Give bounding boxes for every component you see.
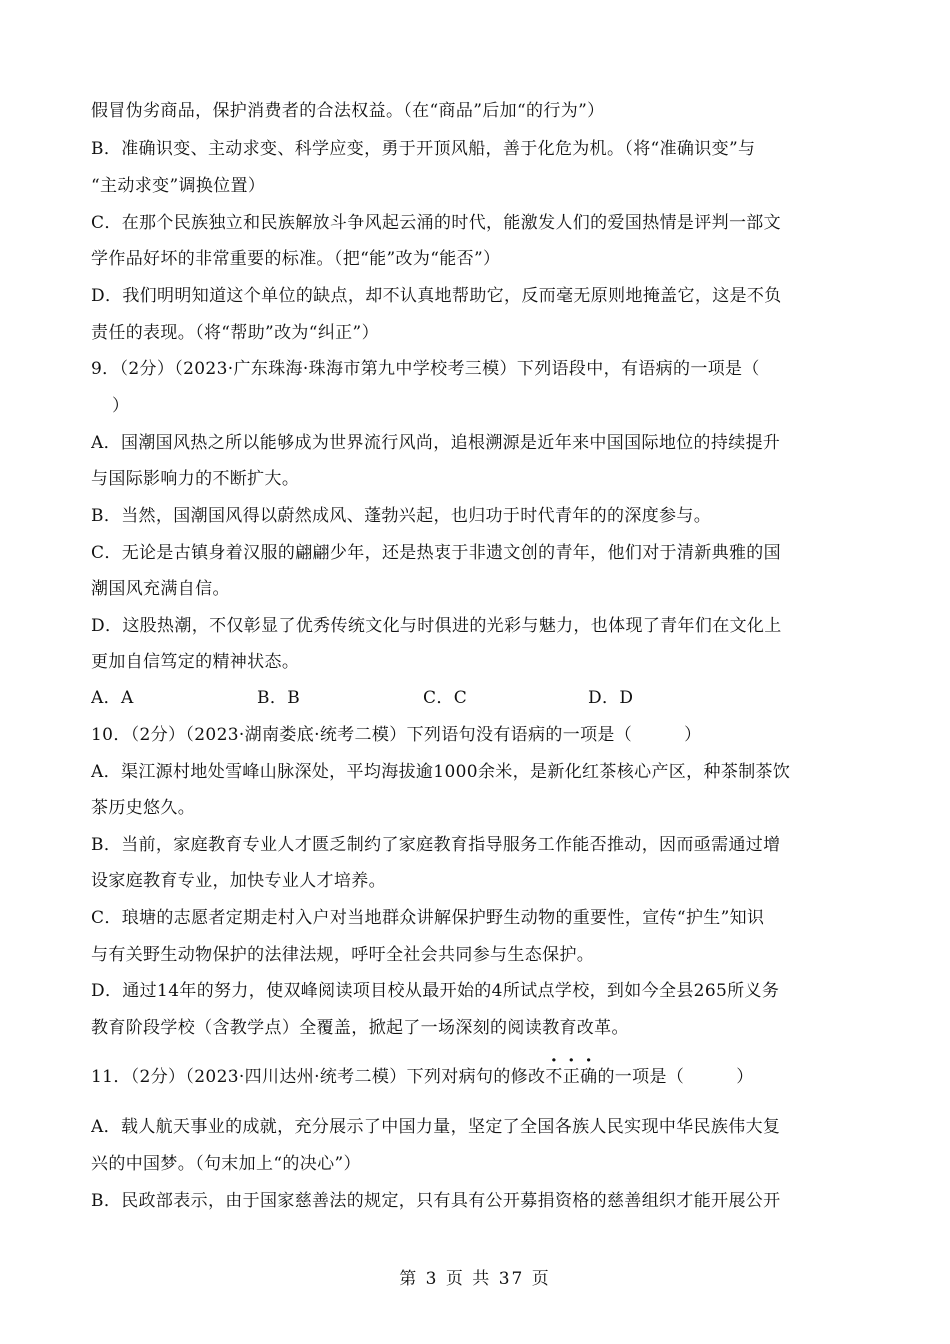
text-line: A．渠江源村地处雪峰山脉深处，平均海拔逾1000余米，是新化红茶核心产区，种茶制茶饮 <box>91 762 791 782</box>
text-line: C．琅塘的志愿者定期走村入户对当地群众讲解保护野生动物的重要性，宣传“护生”知识 <box>91 908 765 928</box>
text-line: 茶历史悠久。 <box>91 798 196 818</box>
q11-text-after: 的一项是（ ） <box>597 1067 754 1087</box>
page-number-footer: 第 3 页 共 37 页 <box>399 1269 551 1289</box>
text-line: 更加自信笃定的精神状态。 <box>91 652 300 672</box>
text-line: B．当然，国潮国风得以蔚然成风、蓬勃兴起，也归功于时代青年的的深度参与。 <box>91 506 712 526</box>
text-line: A．国潮国风热之所以能够成为世界流行风尚，追根溯源是近年来中国国际地位的持续提升 <box>91 433 781 453</box>
text-line: 设家庭教育专业，加快专业人才培养。 <box>91 871 386 891</box>
question-9-paren: ） <box>112 396 130 416</box>
text-line: 学作品好坏的非常重要的标准。（把“能”改为“能否”） <box>91 249 501 269</box>
text-line: 责任的表现。（将“帮助”改为“纠正”） <box>91 323 379 343</box>
text-line: D．通过14年的努力，使双峰阅读项目校从最开始的4所试点学校，到如今全县265所义务 <box>91 981 780 1001</box>
text-line: 教育阶段学校（含教学点）全覆盖，掀起了一场深刻的阅读教育改革。 <box>91 1018 629 1038</box>
text-line: 假冒伪劣商品，保护消费者的合法权益。（在“商品”后加“的行为”） <box>91 101 605 121</box>
text-line: B．准确识变、主动求变、科学应变，勇于开顶风船，善于化危为机。（将“准确识变”与 <box>91 139 756 159</box>
option-b: B．B <box>257 688 301 708</box>
emphasis-char: 确 <box>580 1067 598 1087</box>
text-line: D．我们明明知道这个单位的缺点，却不认真地帮助它，反而毫无原则地掩盖它，这是不负 <box>91 286 782 306</box>
text-line: C．无论是古镇身着汉服的翩翩少年，还是热衷于非遗文创的青年，他们对于清新典雅的国 <box>91 543 782 563</box>
question-9-stem: 9．（2分）（2023·广东珠海·珠海市第九中学校考三模）下列语段中，有语病的一项是（ <box>91 359 760 379</box>
text-line: C．在那个民族独立和民族解放斗争风起云涌的时代，能激发人们的爱国热情是评判一部文 <box>91 213 782 233</box>
text-line: B．民政部表示，由于国家慈善法的规定，只有具有公开募捐资格的慈善组织才能开展公开 <box>91 1191 781 1211</box>
emphasis-char: 正 <box>562 1067 581 1087</box>
text-line: B．当前，家庭教育专业人才匮乏制约了家庭教育指导服务工作能否推动，因而亟需通过增 <box>91 835 781 855</box>
text-line: “主动求变”调换位置） <box>91 176 266 196</box>
question-9-options <box>91 687 861 709</box>
text-line: 兴的中国梦。（句末加上“的决心”） <box>91 1154 361 1174</box>
option-d: D．D <box>588 688 634 708</box>
question-10-stem: 10．（2分）（2023·湖南娄底·统考二模）下列语句没有语病的一项是（ ） <box>91 725 702 745</box>
emphasis-char: 不 <box>545 1067 563 1087</box>
text-line: 潮国风充满自信。 <box>91 579 230 599</box>
text-line: 与国际影响力的不断扩大。 <box>91 469 300 489</box>
text-line: A．载人航天事业的成就，充分展示了中国力量，坚定了全国各族人民实现中华民族伟大复 <box>91 1117 781 1137</box>
option-c: C．C <box>423 688 468 708</box>
option-a: A．A <box>91 688 134 708</box>
text-line: 与有关野生动物保护的法律法规，呼吁全社会共同参与生态保护。 <box>91 945 595 965</box>
question-11-stem <box>91 1066 861 1088</box>
text-line: D．这股热潮，不仅彰显了优秀传统文化与时俱进的光彩与魅力，也体现了青年们在文化上 <box>91 616 782 636</box>
q11-text-before: 11．（2分）（2023·四川达州·统考二模）下列对病句的修改 <box>91 1067 546 1087</box>
